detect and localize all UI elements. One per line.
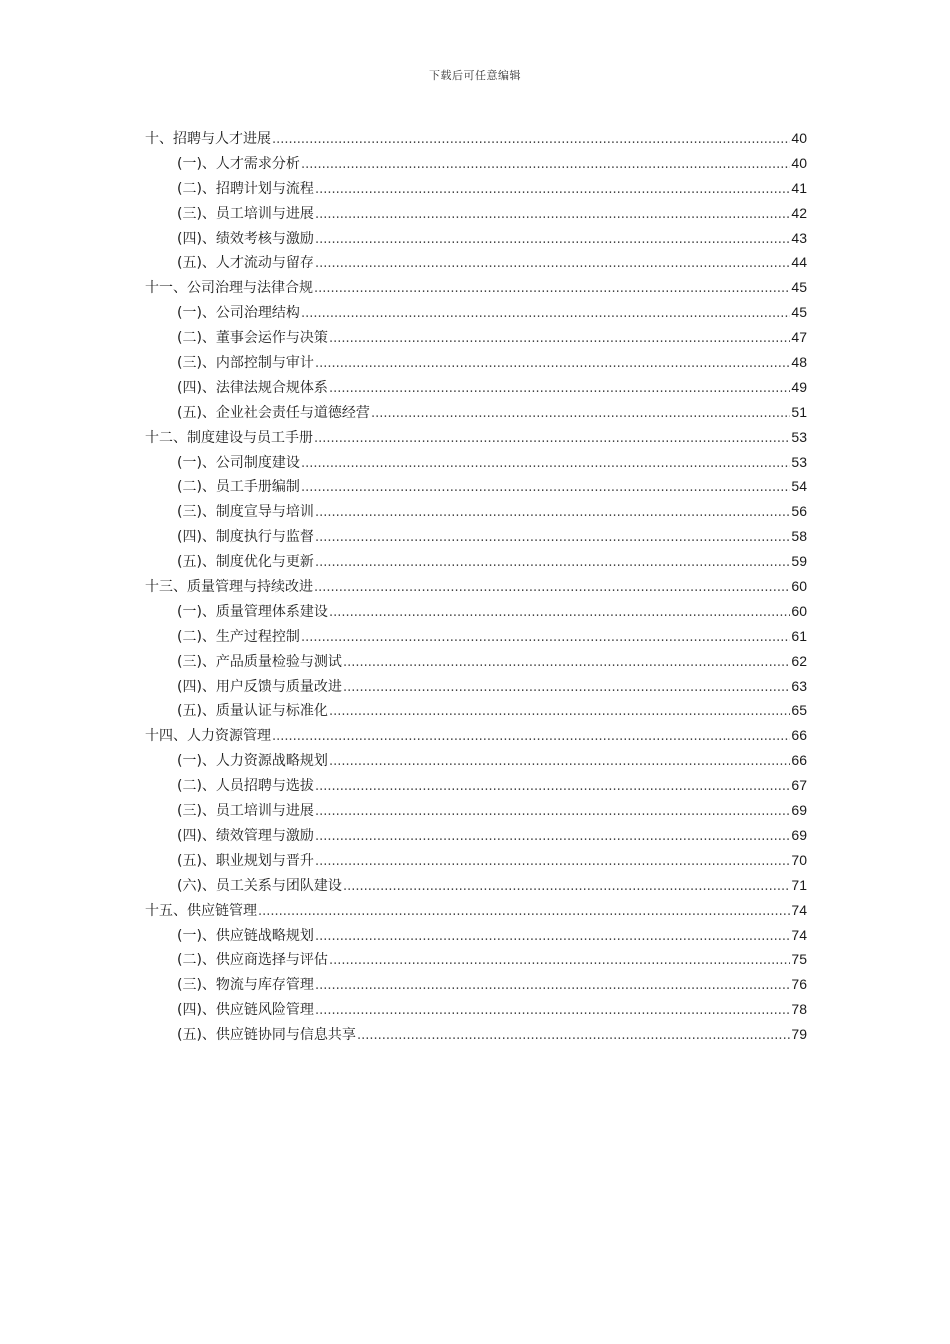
toc-dot-leader (258, 900, 790, 925)
toc-entry-label: (一)、公司治理结构 (177, 305, 300, 322)
toc-dot-leader (315, 228, 790, 253)
toc-entry-label: (三)、制度宣导与培训 (177, 504, 314, 521)
toc-dot-leader (315, 800, 790, 825)
toc-dot-leader (329, 377, 790, 402)
toc-entry-label: (三)、内部控制与审计 (177, 355, 314, 372)
toc-page-number: 76 (791, 976, 807, 993)
toc-dot-leader (315, 925, 790, 950)
toc-page-number: 45 (791, 279, 807, 296)
toc-section-entry[interactable] (145, 474, 807, 499)
toc-dot-leader (315, 850, 790, 875)
toc-entry-label: (二)、董事会运作与决策 (177, 330, 328, 347)
toc-section-entry[interactable] (145, 624, 807, 649)
toc-chapter-entry[interactable] (145, 723, 807, 748)
toc-entry-label: (二)、生产过程控制 (177, 628, 300, 645)
toc-page-number: 61 (791, 627, 807, 644)
toc-dot-leader (315, 825, 790, 850)
toc-page-number: 60 (791, 602, 807, 619)
toc-section-entry[interactable] (145, 201, 807, 226)
toc-entry-label: (三)、物流与库存管理 (177, 977, 314, 994)
toc-page-number: 69 (791, 802, 807, 819)
toc-section-entry[interactable] (145, 524, 807, 549)
toc-dot-leader (301, 153, 790, 178)
toc-page-number: 41 (791, 179, 807, 196)
toc-dot-leader (329, 327, 790, 352)
toc-section-entry[interactable] (145, 250, 807, 275)
toc-section-entry[interactable] (145, 400, 807, 425)
toc-section-entry[interactable] (145, 947, 807, 972)
toc-dot-leader (314, 277, 790, 302)
toc-page-number: 62 (791, 652, 807, 669)
toc-page-number: 59 (791, 553, 807, 570)
toc-entry-label: 十、招聘与人才进展 (145, 131, 271, 147)
toc-chapter-entry[interactable] (145, 425, 807, 450)
toc-page-number: 42 (791, 204, 807, 221)
toc-entry-label: (五)、供应链协同与信息共享 (177, 1027, 356, 1044)
toc-entry-label: 十三、质量管理与持续改进 (145, 579, 313, 596)
toc-entry-label: 十一、公司治理与法律合规 (145, 280, 313, 297)
toc-page-number: 66 (791, 752, 807, 769)
toc-dot-leader (371, 402, 790, 427)
toc-page-number: 53 (791, 453, 807, 470)
toc-page-number: 43 (791, 229, 807, 246)
toc-section-entry[interactable] (145, 350, 807, 375)
toc-page-number: 49 (791, 378, 807, 395)
toc-dot-leader (329, 601, 790, 626)
toc-entry-label: (四)、供应链风险管理 (177, 1002, 314, 1019)
toc-section-entry[interactable] (145, 599, 807, 624)
toc-dot-leader (272, 128, 790, 153)
toc-page-number: 48 (791, 354, 807, 371)
toc-chapter-entry[interactable] (145, 126, 807, 151)
toc-section-entry[interactable] (145, 325, 807, 350)
toc-dot-leader (314, 576, 790, 601)
toc-section-entry[interactable] (145, 923, 807, 948)
page-header-note: 下载后可任意编辑 (429, 69, 521, 82)
toc-entry-label: (五)、制度优化与更新 (177, 554, 314, 571)
toc-entry-label: (三)、产品质量检验与测试 (177, 653, 342, 670)
toc-dot-leader (315, 775, 790, 800)
toc-entry-label: 十二、制度建设与员工手册 (145, 429, 313, 446)
toc-dot-leader (301, 302, 790, 327)
toc-section-entry[interactable] (145, 674, 807, 699)
toc-dot-leader (315, 501, 790, 526)
toc-section-entry[interactable] (145, 549, 807, 574)
toc-entry-label: (三)、员工培训与进展 (177, 205, 314, 222)
toc-entry-label: (一)、人才需求分析 (177, 155, 300, 172)
toc-dot-leader (343, 651, 790, 676)
toc-entry-label: (一)、公司制度建设 (177, 454, 300, 471)
toc-page-number: 47 (791, 329, 807, 346)
toc-section-entry[interactable] (145, 848, 807, 873)
toc-entry-label: (一)、人力资源战略规划 (177, 753, 328, 770)
toc-dot-leader (329, 700, 790, 725)
toc-dot-leader (315, 551, 790, 576)
toc-dot-leader (272, 725, 790, 750)
toc-entry-label: (六)、员工关系与团队建设 (177, 877, 342, 894)
toc-entry-label: (四)、制度执行与监督 (177, 529, 314, 546)
toc-page-number: 78 (791, 1001, 807, 1018)
toc-dot-leader (343, 676, 790, 701)
toc-dot-leader (357, 1024, 790, 1049)
toc-section-entry[interactable] (145, 1022, 807, 1047)
toc-entry-label: (二)、供应商选择与评估 (177, 952, 328, 969)
toc-chapter-entry[interactable] (145, 898, 807, 923)
toc-dot-leader (315, 203, 790, 228)
toc-section-entry[interactable] (145, 798, 807, 823)
toc-dot-leader (301, 626, 790, 651)
toc-dot-leader (315, 974, 790, 999)
table-of-contents (145, 126, 807, 1047)
toc-entry-label: (四)、用户反馈与质量改进 (177, 678, 342, 695)
toc-section-entry[interactable] (145, 151, 807, 176)
toc-section-entry[interactable] (145, 450, 807, 475)
toc-section-entry[interactable] (145, 972, 807, 997)
toc-page-number: 60 (791, 578, 807, 595)
toc-page-number: 74 (791, 926, 807, 943)
toc-entry-label: (五)、企业社会责任与道德经营 (177, 404, 370, 421)
toc-page-number: 71 (791, 876, 807, 893)
toc-entry-label: (一)、质量管理体系建设 (177, 603, 328, 620)
toc-dot-leader (315, 526, 790, 551)
toc-page-number: 67 (791, 777, 807, 794)
toc-dot-leader (343, 875, 790, 900)
toc-section-entry[interactable] (145, 873, 807, 898)
toc-dot-leader (301, 476, 790, 501)
toc-entry-label: (四)、绩效考核与激励 (177, 230, 314, 247)
toc-page-number: 65 (791, 702, 807, 719)
toc-chapter-entry[interactable] (145, 275, 807, 300)
toc-entry-label: (二)、人员招聘与选拔 (177, 778, 314, 795)
toc-section-entry[interactable] (145, 226, 807, 251)
toc-section-entry[interactable] (145, 375, 807, 400)
toc-section-entry[interactable] (145, 698, 807, 723)
toc-section-entry[interactable] (145, 649, 807, 674)
toc-dot-leader (315, 252, 790, 277)
toc-entry-label: 十四、人力资源管理 (145, 728, 271, 745)
toc-page-number: 79 (791, 1026, 807, 1043)
toc-section-entry[interactable] (145, 748, 807, 773)
toc-dot-leader (315, 999, 790, 1024)
toc-chapter-entry[interactable] (145, 574, 807, 599)
toc-entry-label: (二)、员工手册编制 (177, 479, 300, 496)
toc-entry-label: (四)、法律法规合规体系 (177, 379, 328, 396)
toc-page-number: 53 (791, 428, 807, 445)
toc-page-number: 63 (791, 677, 807, 694)
toc-entry-label: (五)、职业规划与晋升 (177, 852, 314, 869)
toc-page-number: 75 (791, 951, 807, 968)
toc-entry-label: (二)、招聘计划与流程 (177, 180, 314, 197)
toc-section-entry[interactable] (145, 300, 807, 325)
toc-page-number: 40 (791, 154, 807, 171)
toc-page-number: 56 (791, 503, 807, 520)
toc-page-number: 51 (791, 403, 807, 420)
toc-section-entry[interactable] (145, 499, 807, 524)
toc-page-number: 45 (791, 304, 807, 321)
toc-entry-label: (五)、质量认证与标准化 (177, 703, 328, 720)
toc-page-number: 66 (791, 727, 807, 744)
toc-page-number: 58 (791, 528, 807, 545)
toc-dot-leader (329, 750, 790, 775)
toc-dot-leader (301, 452, 790, 477)
toc-page-number: 69 (791, 826, 807, 843)
toc-page-number: 54 (791, 478, 807, 495)
toc-entry-label: (五)、人才流动与留存 (177, 255, 314, 272)
toc-entry-label: 十五、供应链管理 (145, 902, 257, 919)
toc-section-entry[interactable] (145, 823, 807, 848)
toc-section-entry[interactable] (145, 997, 807, 1022)
toc-dot-leader (314, 427, 790, 452)
toc-dot-leader (329, 949, 790, 974)
toc-entry-label: (三)、员工培训与进展 (177, 803, 314, 820)
toc-section-entry[interactable] (145, 773, 807, 798)
toc-page-number: 74 (791, 901, 807, 918)
toc-dot-leader (315, 178, 790, 203)
toc-entry-label: (一)、供应链战略规划 (177, 927, 314, 944)
toc-section-entry[interactable] (145, 176, 807, 201)
toc-page-number: 70 (791, 851, 807, 868)
toc-entry-label: (四)、绩效管理与激励 (177, 827, 314, 844)
toc-dot-leader (315, 352, 790, 377)
toc-page-number: 44 (791, 254, 807, 271)
toc-page-number: 40 (791, 130, 807, 146)
